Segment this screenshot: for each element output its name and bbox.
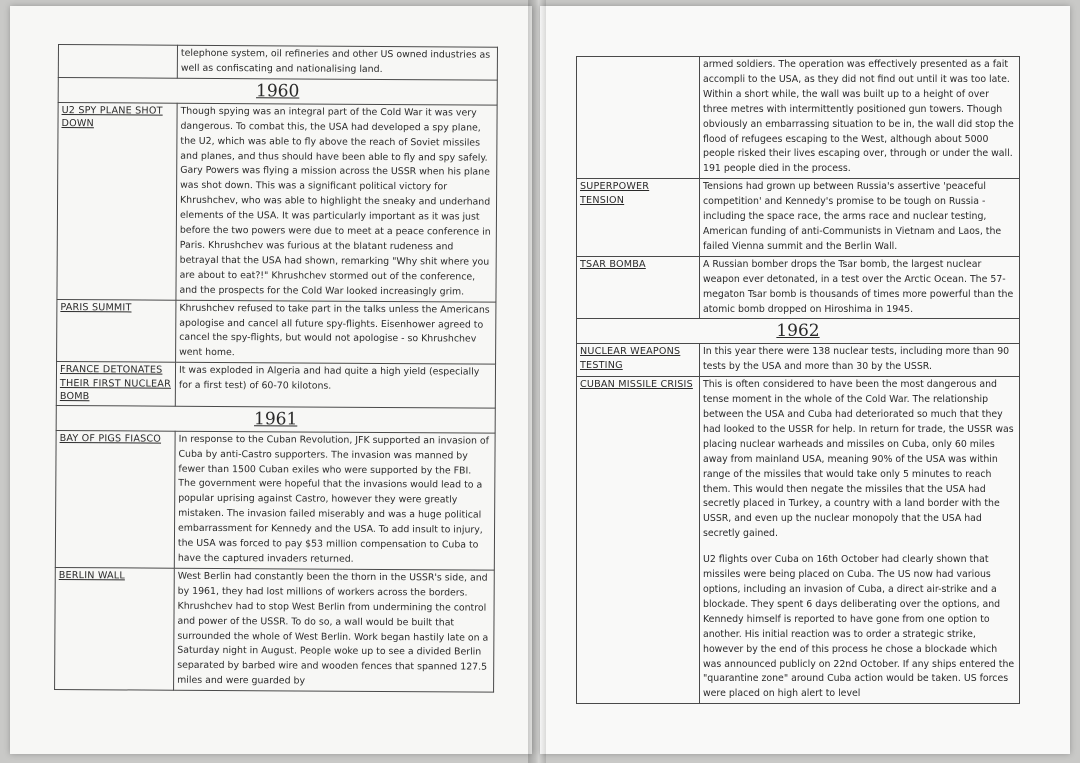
right-page (540, 6, 1070, 754)
year-row (577, 319, 1020, 344)
event-term: BAY OF PIGS FIASCO (59, 432, 162, 445)
empty-term-cell (58, 45, 177, 79)
event-term: CUBAN MISSILE CRISIS (580, 379, 693, 391)
year-row (56, 405, 495, 433)
event-term: SUPERPOWER TENSION (580, 181, 650, 206)
entry-text: Though spying was an integral part of the Cold War it was very dangerous. To combat this, the USA had developed a spy plane, the U2, which was able to fly above the reach of Soviet missiles and planes, and thus should have been able to fly and spy safely. Gary Powers was flying a mission across the USSR when his plane was shot down. This was a significant political victory for Khrushchev, who was able to highlight the sneaky and underhand elements of the USA. It was particularly important as it was just before the two powers were due to meet at a peace conference in Paris. Khrushchev was furious at the blatant rudeness and betrayal that the USA had shown, remarking "Why shit where you are about to eat?!" Khrushchev stormed out of the conference, and the prospects for the Cold War looked increasingly grim. (176, 103, 497, 302)
entry-paragraph: U2 flights over Cuba on 16th October had clearly shown that missiles were being placed on Cuba. The US now had various options, including an invasion of Cuba, a direct air-strike and a blockade. They spent 6 days deliberating over the options, and Kennedy himself is reported to have gone from one option to another. His initial reaction was to order a strategic strike, however by the end of this process he chose a blockade which was announced publicly on 22nd October. If any ships entered the "quarantine zone" around Cuba action would be taken. US forces were placed on high alert to level (703, 554, 1015, 700)
term-cell (55, 567, 175, 690)
event-term: BERLIN WALL (58, 569, 125, 582)
entry-text: It was exploded in Algeria and had quite a high yield (especially for a first test) of 60-70 kilotons. (175, 362, 495, 407)
term-cell (577, 256, 700, 319)
entry-text-block (700, 377, 1020, 704)
event-term: NUCLEAR WEAPONS TESTING (580, 346, 681, 371)
term-cell (57, 102, 177, 300)
table-row (57, 299, 496, 364)
year-label: 1962 (776, 321, 820, 342)
year-heading (577, 319, 1020, 344)
table-row (577, 377, 1020, 704)
entry-text: In response to the Cuban Revolution, JFK supported an invasion of Cuba by anti-Castro supporters. The invasion was manned by fewer than 1500 Cuban exiles who were supported by the FBI. The government were hopeful that the invasions would lead to a popular uprising against Castro, however they were greatly mistaken. The invasion failed miserably and was a huge political embarrassment for Kennedy and the USA. To add insult to injury, the USA was forced to pay $53 million compensation to Cuba to have the captured invaders returned. (174, 431, 495, 570)
term-cell (577, 179, 700, 257)
table-row (577, 57, 1020, 179)
table-row (577, 344, 1020, 377)
page-fold (528, 0, 546, 763)
year-row (58, 77, 497, 105)
table-row (577, 179, 1020, 257)
year-label: 1961 (254, 408, 298, 430)
table-row (55, 567, 495, 692)
entry-paragraph: This is often considered to have been the most dangerous and tense moment in the whole of the Cold War. The relationship between the USA and Cuba had deteriorated so much that they had looked to the USSR for help. In return for trade, the USSR was placing nuclear warheads and missiles on Cuba, only 60 miles away from mainland USA, meaning 90% of the USA was within range of the missiles that would take only 5 minutes to reach them. This would then negate the missiles that the USA had secretly placed in Turkey, a country with a land border with the USSR, and even up the nuclear monopoly that the USA had secretly gained. (703, 379, 1014, 540)
event-term: TSAR BOMBA (580, 258, 646, 270)
year-heading (56, 405, 495, 433)
entry-text: Khrushchev refused to take part in the talks unless the Americans apologise and cancel all future spy-flights. Eisenhower agreed to cancel the spy-flights, but would not apologise - so Khrushchev went home. (176, 300, 496, 365)
table-row (55, 430, 495, 570)
term-cell (57, 299, 176, 362)
event-term: PARIS SUMMIT (60, 301, 132, 314)
term-cell (577, 377, 700, 704)
year-heading (58, 77, 497, 105)
term-cell (577, 344, 700, 377)
term-cell (55, 430, 175, 568)
entry-text: A Russian bomber drops the Tsar bomb, the largest nuclear weapon ever detonated, in a test over the Arctic Ocean. The 57-megaton Tsar bomb is thousands of times more powerful than the atomic bomb dropped on Hiroshima in 1945. (700, 256, 1020, 319)
event-term: FRANCE DETONATES THEIR FIRST NUCLEAR BOMB (59, 364, 171, 403)
left-page (10, 6, 532, 754)
table-row (58, 45, 497, 80)
entry-text: telephone system, oil refineries and other US owned industries as well as confiscating and nationalising land. (177, 45, 497, 80)
term-cell (56, 362, 175, 406)
entry-text: armed soldiers. The operation was effectively presented as a fait accompli to the USA, as they did not find out until it was too late. Within a short while, the wall was built up to a height of over three metres with intermittently positioned gun towers. Though obviously an embarrassing situation to be in, the wall did stop the flood of refugees escaping to the West, although about 5000 people risked their lives escaping over, through or under the wall. 191 people died in the process. (700, 57, 1020, 179)
timeline-table-right (576, 56, 1020, 704)
entry-text: Tensions had grown up between Russia's assertive 'peaceful competition' and Kennedy's promise to be tough on Russia - including the space race, the arms race and nuclear testing, American funding of anti-Communists in Vietnam and Laos, the failed Vienna summit and the Berlin Wall. (700, 179, 1020, 257)
entry-text: West Berlin had constantly been the thorn in the USSR's side, and by 1961, they had lost millions of workers across the borders. Khrushchev had to stop West Berlin from undermining the control and power of the USSR. To do so, a wall would be built that surrounded the whole of West Berlin. Work began hastily late on a Saturday night in August. People woke up to see a divided Berlin separated by barbed wire and wooden fences that spanned 127.5 miles and were guarded by (174, 568, 495, 692)
table-row (56, 362, 495, 408)
table-row (577, 256, 1020, 319)
year-label: 1960 (256, 81, 300, 102)
entry-text: In this year there were 138 nuclear tests, including more than 90 tests by the USA and more than 30 by the USSR. (700, 344, 1020, 377)
empty-term-cell (577, 57, 700, 179)
event-term: U2 SPY PLANE SHOT DOWN (61, 104, 163, 130)
timeline-table-left (54, 44, 498, 693)
table-row (57, 102, 497, 301)
